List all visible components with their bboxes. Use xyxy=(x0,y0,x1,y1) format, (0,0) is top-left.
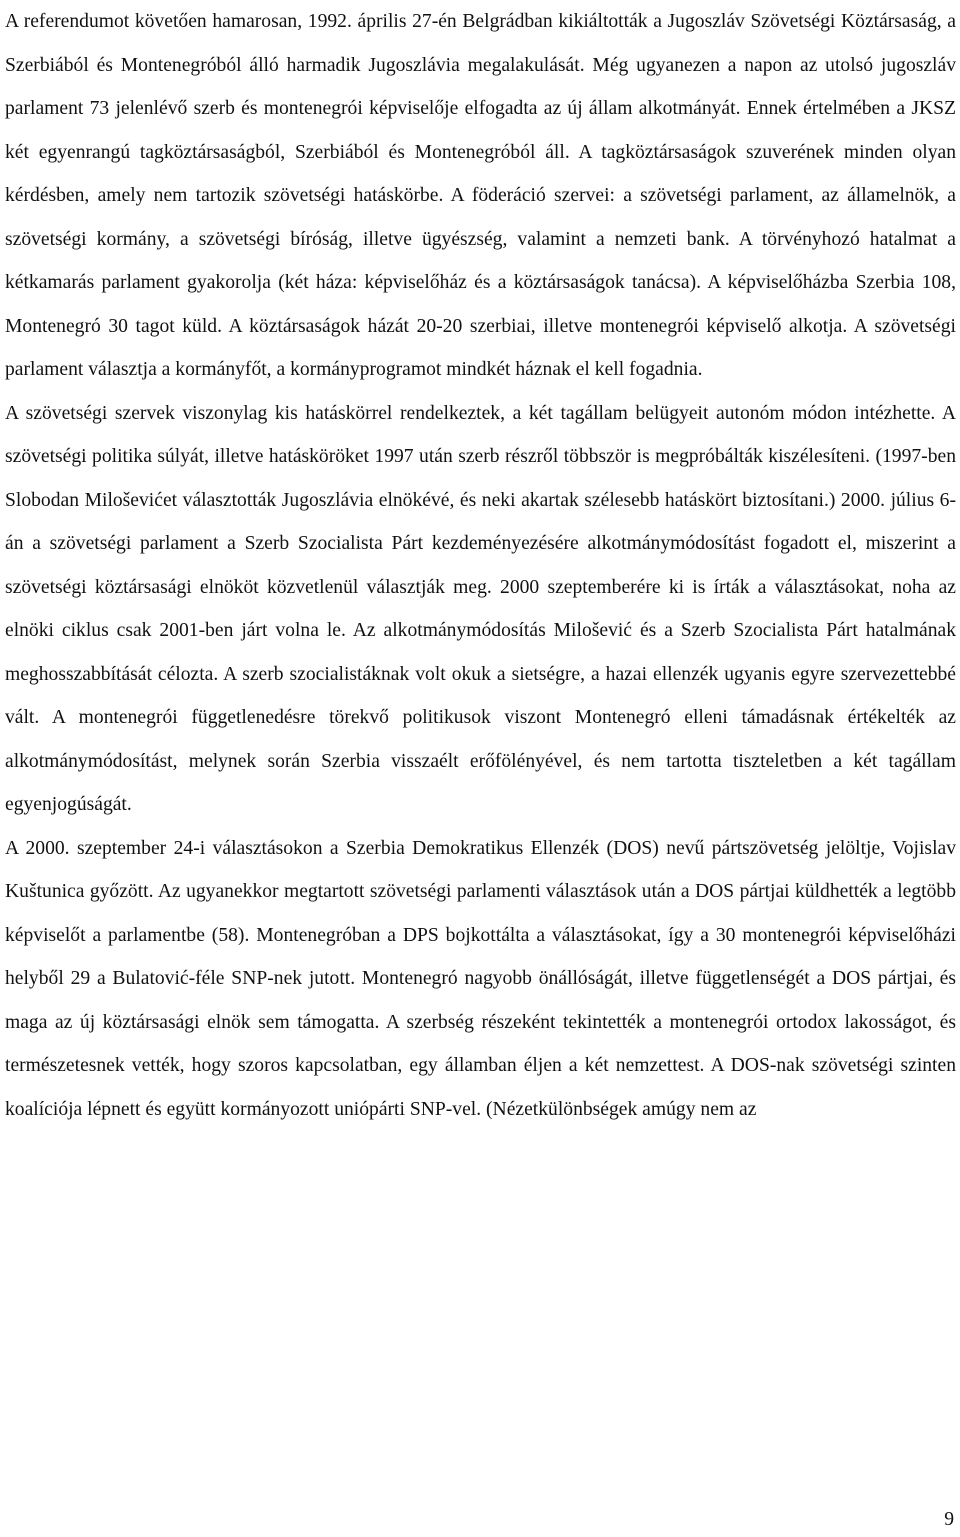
paragraph-3: A 2000. szeptember 24-i választásokon a Szerbia Demokratikus Ellenzék (DOS) nevű pártszövetség jelöltje, Vojislav Kuštunica győzött. Az ugyanekkor megtartott szövetségi parlamenti választások után a DOS pártjai küldhették a legtöbb képviselőt a parlamentbe (58). Montenegróban a DPS bojkottálta a választásokat, így a 30 montenegrói képviselőházi helyből 29 a Bulatović-féle SNP-nek jutott. Montenegró nagyobb önállóságát, illetve függetlenségét a DOS pártjai, és maga az új köztársasági elnök sem támogatta. A szerbség részeként tekintették a montenegrói ortodox lakosságot, és természetesnek vették, hogy szoros kapcsolatban, egy államban éljen a két nemzettest. A DOS-nak szövetségi szinten koalíciója lépnett és együtt kormányozott uniópárti SNP-vel. (Nézetkülönbségek amúgy nem az xyxy=(5,837,956,1120)
paragraph-2: A szövetségi szervek viszonylag kis hatáskörrel rendelkeztek, a két tagállam belügyeit autonóm módon intézhette. A szövetségi politika súlyát, illetve hatásköröket 1997 után szerb részről többször is megpróbálták kiszélesíteni. (1997-ben Slobodan Miloševićet választották Jugoszlávia elnökévé, és neki akartak szélesebb hatáskört biztosítani.) 2000. július 6-án a szövetségi parlament a Szerb Szocialista Párt kezdeményezésére alkotmánymódosítást fogadott el, miszerint a szövetségi köztársasági elnököt közvetlenül választják meg. 2000 szeptemberére ki is írták a választásokat, noha az elnöki ciklus csak 2001-ben járt volna le. Az alkotmánymódosítás Milošević és a Szerb Szocialista Párt hatalmának meghosszabbítását célozta. A szerb szocialistáknak volt okuk a sietségre, a hazai ellenzék ugyanis egyre szervezettebbé vált. A montenegrói függetlenedésre törekvő politikusok viszont Montenegró elleni támadásnak értékelték az alkotmánymódosítást, melynek során Szerbia visszaélt erőfölényével, és nem tartotta tiszteletben a két tagállam egyenjogúságát. xyxy=(5,402,956,815)
page-number: 9 xyxy=(944,1509,954,1530)
paragraph-1: A referendumot követően hamarosan, 1992. április 27-én Belgrádban kikiáltották a Jugoszláv Szövetségi Köztársaság, a Szerbiából és Montenegróból álló harmadik Jugoszlávia megalakulását. Még ugyanezen a napon az utolsó jugoszláv parlament 73 jelenlévő szerb és montenegrói képviselője elfogadta az új állam alkotmányát. Ennek értelmében a JKSZ két egyenrangú tagköztársaságból, Szerbiából és Montenegróból áll. A tagköztársaságok szuverének minden olyan kérdésben, amely nem tartozik szövetségi hatáskörbe. A föderáció szervei: a szövetségi parlament, az államelnök, a szövetségi kormány, a szövetségi bíróság, illetve ügyészség, valamint a nemzeti bank. A törvényhozó hatalmat a kétkamarás parlament gyakorolja (két háza: képviselőház és a köztársaságok tanácsa). A képviselőházba Szerbia 108, Montenegró 30 tagot küld. A köztársaságok házát 20-20 szerbiai, illetve montenegrói képviselő alkotja. A szövetségi parlament választja a kormányfőt, a kormányprogramot mindkét háznak el kell fogadnia. xyxy=(5,11,956,380)
document-body xyxy=(5,0,956,1131)
